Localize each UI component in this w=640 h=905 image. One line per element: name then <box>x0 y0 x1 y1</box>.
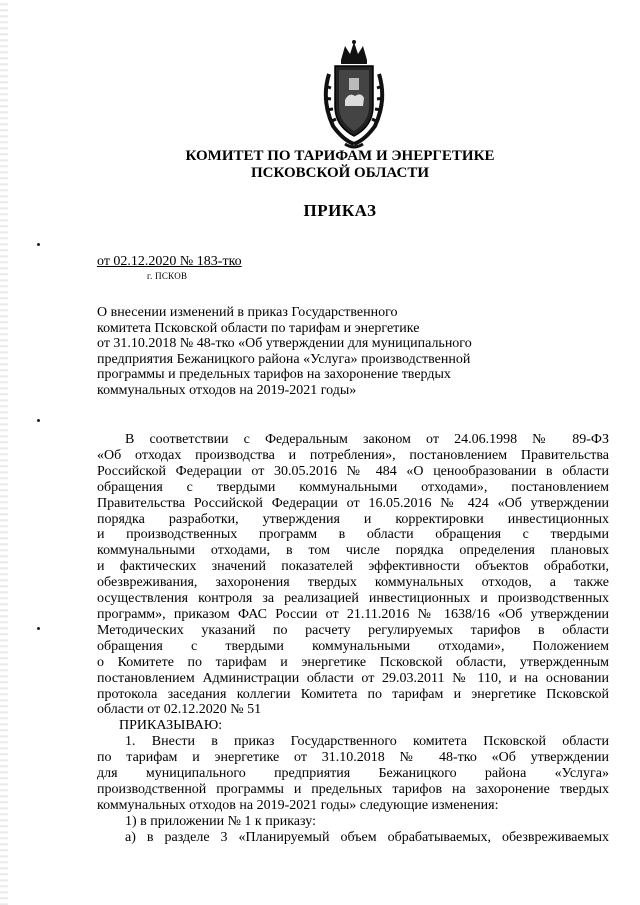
organization-name-line-1: КОМИТЕТ ПО ТАРИФАМ И ЭНЕРГЕТИКЕ <box>185 148 495 164</box>
body-line: по тарифам и энергетике от 31.10.2018 № 48-тко «Об утверждении <box>97 750 609 766</box>
issue-city: г. ПСКОВ <box>147 271 188 281</box>
body-line: коммунальных отходов на 2019-2021 годы» следующие изменения: <box>97 797 499 813</box>
body-line: Методических указаний по расчету регулируемых тарифов в области <box>97 622 609 638</box>
body-line: программ», приказом ФАС России от 21.11.2016 № 1638/16 «Об утверждении <box>97 606 609 622</box>
body-line: «Об отходах производства и потребления», постановлением Правительства <box>97 447 609 463</box>
body-line: протокола заседания коллегии Комитета по тарифам и энергетике Псковской <box>97 686 609 702</box>
body-line: области от 02.12.2020 № 51 <box>97 702 262 718</box>
body-line: 1) в приложении № 1 к приказу: <box>125 813 316 829</box>
body-line: о Комитете по тарифам и энергетике Псковской области, утвержденным <box>97 654 609 670</box>
body-line: и производственных программ в области обращения с твердыми <box>97 527 609 543</box>
order-body <box>97 432 609 846</box>
body-line: Российской Федерации от 30.05.2016 № 484 «О ценообразовании в области <box>97 463 609 479</box>
subject-line: программы и предельных тарифов на захоронение твердых <box>97 367 451 383</box>
body-line: порядка разработки, утверждения и корректировки инвестиционных <box>97 511 609 527</box>
body-line: 1. Внести в приказ Государственного комитета Псковской области <box>125 734 609 750</box>
document-type-title: ПРИКАЗ <box>303 201 377 220</box>
scan-speck <box>37 419 40 422</box>
scan-edge-noise <box>0 0 8 905</box>
scan-speck <box>37 627 40 630</box>
body-line: а) в разделе 3 «Планируемый объем обрабатываемых, обезвреживаемых <box>125 829 609 845</box>
order-directive: ПРИКАЗЫВАЮ: <box>119 718 223 734</box>
body-line: и фактических значений показателей эффективности объектов обработки, <box>97 559 609 575</box>
order-subject <box>97 305 537 399</box>
subject-line: комитета Псковской области по тарифам и энергетике <box>97 320 420 336</box>
subject-line: коммунальных отходов на 2019-2021 годы» <box>97 382 357 398</box>
coat-of-arms-emblem <box>315 40 393 152</box>
body-line: обезвреживания, захоронения твердых коммунальных отходов, а также <box>97 575 609 591</box>
body-line: В соответствии с Федеральным законом от 24.06.1998 № 89-ФЗ <box>125 432 609 447</box>
body-line: постановлением Администрации области от 29.03.2011 № 110, и на основании <box>97 670 609 686</box>
organization-name-line-2: ПСКОВСКОЙ ОБЛАСТИ <box>250 165 430 181</box>
body-line: обращения с твердыми коммунальными отходами», постановлением <box>97 479 609 495</box>
body-line: коммунальными отходами, в том числе порядка определения плановых <box>97 543 609 559</box>
scan-speck <box>37 243 40 246</box>
body-line: Правительства Российской Федерации от 16.05.2016 № 424 «Об утверждении <box>97 495 609 511</box>
body-line: производственной программы и предельных тарифов на захоронение твердых <box>97 781 609 797</box>
body-line: осуществления контроля за реализацией инвестиционных и производственных <box>97 591 609 607</box>
subject-line: от 31.10.2018 № 48-тко «Об утверждении для муниципального <box>97 336 472 352</box>
body-line: обращения с твердыми коммунальными отходами», Положением <box>97 638 609 654</box>
subject-line: О внесении изменений в приказ Государственного <box>97 305 398 320</box>
body-line: для муниципального предприятия Бежаницкого района «Услуга» <box>97 766 609 782</box>
subject-line: предприятия Бежаницкого района «Услуга» производственной <box>97 351 471 367</box>
order-date-number: от 02.12.2020 № 183-тко <box>97 254 242 269</box>
